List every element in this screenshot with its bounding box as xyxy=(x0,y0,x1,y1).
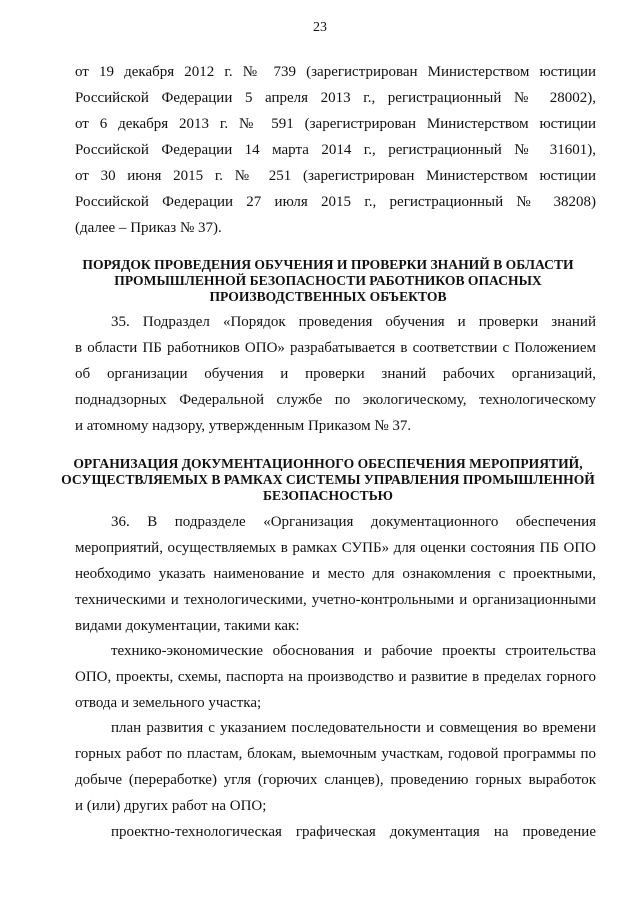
section-heading: ОРГАНИЗАЦИЯ ДОКУМЕНТАЦИОННОГО ОБЕСПЕЧЕНИЯ МЕРОПРИЯТИЙ, xyxy=(73,456,583,471)
text-line: в области ПБ работников ОПО» разрабатывается в соответствии с Положением xyxy=(75,340,596,356)
section-heading: ОСУЩЕСТВЛЯЕМЫХ В РАМКАХ СИСТЕМЫ УПРАВЛЕНИЯ ПРОМЫШЛЕННОЙ xyxy=(61,472,595,487)
text-line: проектно-технологическая графическая документация на проведение xyxy=(111,824,596,840)
text-line: поднадзорных Федеральной службе по экологическому, технологическому xyxy=(75,392,596,408)
text-line: технико-экономические обоснования и рабочие проекты строительства xyxy=(111,643,596,659)
text-line: (далее – Приказ № 37). xyxy=(75,220,222,236)
text-line: и атомному надзору, утвержденным Приказом № 37. xyxy=(75,418,412,434)
section-heading: ПРОИЗВОДСТВЕННЫХ ОБЪЕКТОВ xyxy=(209,289,447,304)
page-number: 23 xyxy=(313,20,327,35)
text-line: от 30 июня 2015 г. № 251 (зарегистрирован Министерством юстиции xyxy=(75,168,596,184)
text-line: 35. Подраздел «Порядок проведения обучения и проверки знаний xyxy=(111,314,596,330)
text-line: об организации обучения и проверки знаний рабочих организаций, xyxy=(75,366,596,382)
text-line: необходимо указать наименование и место для ознакомления с проектными, xyxy=(75,566,596,582)
text-line: мероприятий, осуществляемых в рамках СУПБ» для оценки состояния ПБ ОПО xyxy=(75,540,596,556)
text-line: добыче (переработке) угля (горючих сланцев), проведению горных выработок xyxy=(75,772,596,788)
text-line: 36. В подразделе «Организация документационного обеспечения xyxy=(111,514,596,530)
text-line: от 19 декабря 2012 г. № 739 (зарегистрирован Министерством юстиции xyxy=(75,64,596,80)
text-line: Российской Федерации 14 марта 2014 г., регистрационный № 31601), xyxy=(75,142,596,158)
text-line: Российской Федерации 27 июля 2015 г., регистрационный № 38208) xyxy=(75,194,596,210)
text-line: план развития с указанием последовательности и совмещения во времени xyxy=(111,720,596,736)
text-line: отвода и земельного участка; xyxy=(75,695,262,711)
section-heading: ПРОМЫШЛЕННОЙ БЕЗОПАСНОСТИ РАБОТНИКОВ ОПАСНЫХ xyxy=(114,273,542,288)
text-line: от 6 декабря 2013 г. № 591 (зарегистрирован Министерством юстиции xyxy=(75,116,596,132)
text-line: техническими и технологическими, учетно-контрольными и организационными xyxy=(75,592,596,608)
text-line: Российской Федерации 5 апреля 2013 г., регистрационный № 28002), xyxy=(75,90,596,106)
text-line: видами документации, такими как: xyxy=(75,618,300,634)
text-line: и (или) других работ на ОПО; xyxy=(75,798,267,814)
section-heading: БЕЗОПАСНОСТЬЮ xyxy=(263,488,393,503)
text-line: ОПО, проекты, схемы, паспорта на производство и развитие в пределах горного xyxy=(75,669,596,685)
text-line: горных работ по пластам, блокам, выемочным участкам, годовой программы по xyxy=(75,746,596,762)
section-heading: ПОРЯДОК ПРОВЕДЕНИЯ ОБУЧЕНИЯ И ПРОВЕРКИ ЗНАНИЙ В ОБЛАСТИ xyxy=(82,257,574,272)
